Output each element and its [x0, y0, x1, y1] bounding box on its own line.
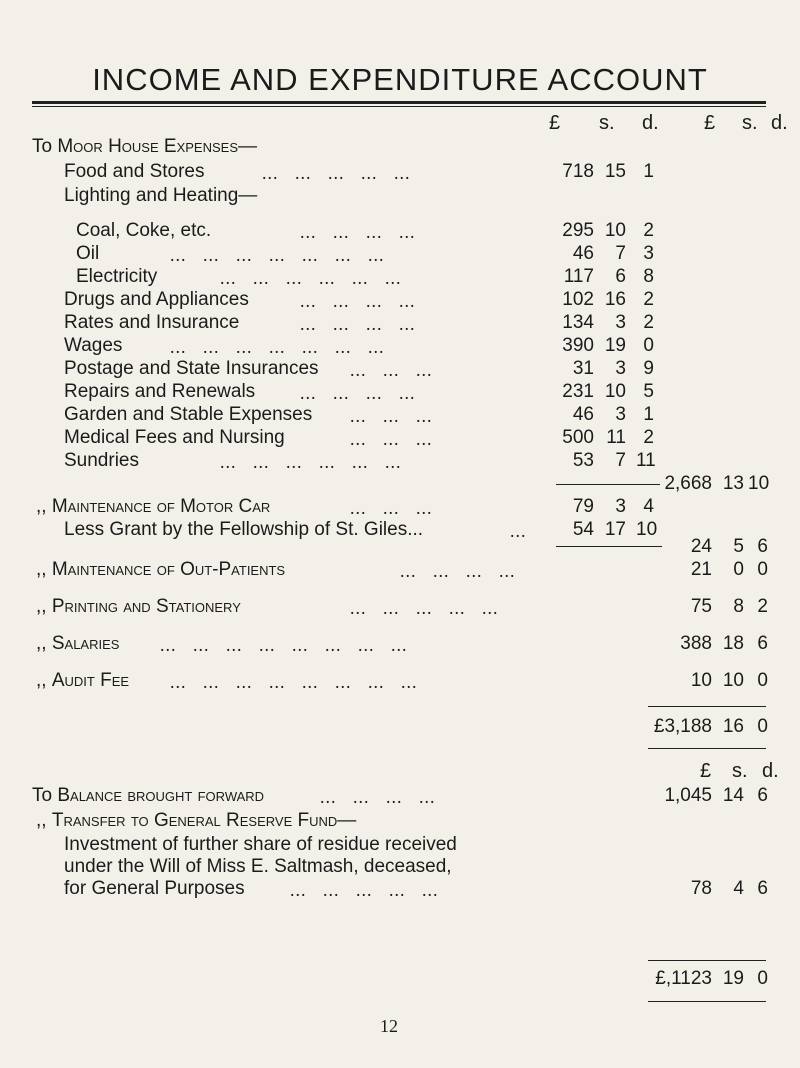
leader-dots: ... ... ... ... ... ... ... ... [170, 672, 418, 692]
less-grant-shillings: 17 [604, 519, 626, 540]
motor-car-pounds: 79 [572, 496, 594, 517]
item-shillings: 15 [604, 161, 626, 182]
leader-dots: ... ... ... ... ... ... [220, 452, 402, 472]
leader-dots: ... ... ... ... ... ... [220, 268, 402, 288]
item-pence: 2 [643, 220, 654, 241]
item-shillings: 10 [604, 381, 626, 402]
header-shillings-inner: s. [599, 112, 615, 134]
motor-car-net-pounds: 24 [690, 536, 712, 557]
header-pounds-outer: £ [704, 112, 716, 134]
item-label: Oil [76, 243, 100, 264]
leader-dots: ... ... ... ... [400, 561, 516, 581]
investment-line-3: for General Purposes [64, 878, 245, 899]
subtotal-rule [556, 484, 660, 485]
item-pounds: 390 [562, 335, 594, 356]
item-pence: 9 [643, 358, 654, 379]
balance-shillings: 14 [722, 785, 744, 806]
subtotal-rule [556, 546, 662, 547]
salaries-label [36, 633, 119, 655]
reserve-total-shillings: 19 [722, 968, 744, 989]
leader-dots: ... ... ... ... ... ... ... ... [160, 635, 408, 655]
item-label: Wages [64, 335, 123, 356]
leader-dots: ... [510, 521, 527, 541]
reserve-total-pounds: £,1123 [655, 968, 712, 989]
row-prefix: To [32, 785, 53, 806]
balance-pounds: 1,045 [664, 785, 712, 806]
item-pounds: 31 [572, 358, 594, 379]
item-shillings: 16 [604, 289, 626, 310]
less-grant-pounds: 54 [572, 519, 594, 540]
leader-dots: ... ... ... ... [300, 314, 416, 334]
item-pounds: 46 [572, 404, 594, 425]
row-text: Transfer to General Reserve Fund— [51, 810, 357, 831]
item-label: Rates and Insurance [64, 312, 240, 333]
motor-car-shillings: 3 [615, 496, 626, 517]
item-label: Medical Fees and Nursing [64, 427, 285, 448]
item-label: Repairs and Renewals [64, 381, 256, 402]
leader-dots: ... ... ... ... [320, 787, 436, 807]
item-pounds: 500 [562, 427, 594, 448]
leader-dots: ... ... ... [350, 429, 433, 449]
audit-fee-shillings: 10 [722, 670, 744, 691]
item-pence: 11 [636, 450, 656, 471]
item-shillings: 7 [615, 243, 626, 264]
item-shillings: 3 [615, 312, 626, 333]
motor-car-label [36, 496, 270, 518]
item-pence: 2 [643, 427, 654, 448]
heading-prefix: To [32, 136, 53, 157]
reserve-total-pence: 0 [757, 968, 768, 989]
item-shillings: 3 [615, 358, 626, 379]
page-title: INCOME AND EXPENDITURE ACCOUNT [92, 62, 708, 97]
row-text: Maintenance of Out-Patients [51, 559, 286, 580]
heading-text: Moor House Expenses— [57, 136, 258, 157]
item-pounds: 231 [562, 381, 594, 402]
leader-dots: ... ... ... ... [300, 291, 416, 311]
audit-fee-label [36, 670, 129, 692]
leader-dots: ... ... ... ... [300, 383, 416, 403]
transfer-label [36, 810, 356, 832]
balance-pence: 6 [757, 785, 768, 806]
reserve-header-pounds: £ [700, 760, 712, 782]
leader-dots: ... ... ... [350, 360, 433, 380]
row-prefix: ,, [36, 633, 47, 654]
row-prefix: ,, [36, 810, 47, 831]
item-shillings: 6 [615, 266, 626, 287]
leader-dots: ... ... ... ... ... ... ... [170, 245, 385, 265]
leader-dots: ... ... ... [350, 498, 433, 518]
grand-total-shillings: 16 [722, 716, 744, 737]
item-label: Coal, Coke, etc. [76, 220, 212, 241]
item-label: Drugs and Appliances [64, 289, 249, 310]
salaries-shillings: 18 [722, 633, 744, 654]
row-text: Audit Fee [51, 670, 130, 691]
item-shillings: 19 [604, 335, 626, 356]
salaries-pounds: 388 [680, 633, 712, 654]
row-text: Printing and Stationery [51, 596, 241, 617]
item-pounds: 46 [572, 243, 594, 264]
item-pence: 1 [643, 404, 654, 425]
item-shillings: 7 [615, 450, 626, 471]
moor-house-heading [32, 136, 257, 158]
row-text: Salaries [51, 633, 120, 654]
less-grant-pence: 10 [636, 519, 658, 540]
investment-pounds: 78 [690, 878, 712, 899]
reserve-total-rule-bottom [648, 1001, 766, 1002]
investment-line-2: under the Will of Miss E. Saltmash, deceased, [64, 856, 452, 877]
total-rule-bottom [648, 748, 766, 749]
item-pence: 2 [643, 289, 654, 310]
motor-car-pence: 4 [643, 496, 654, 517]
item-shillings: 11 [606, 427, 626, 448]
balance-label [32, 785, 264, 807]
item-label: Electricity [76, 266, 158, 287]
item-label: Postage and State Insurances [64, 358, 319, 379]
out-patients-shillings: 0 [733, 559, 744, 580]
moor-house-total-pence: 10 [748, 473, 770, 494]
row-prefix: ,, [36, 559, 47, 580]
title-rule [32, 101, 766, 104]
total-rule-top [648, 706, 766, 707]
salaries-pence: 6 [757, 633, 768, 654]
item-pounds: 295 [562, 220, 594, 241]
less-grant-label: Less Grant by the Fellowship of St. Giles... [64, 519, 424, 540]
item-label: Food and Stores [64, 161, 205, 182]
header-pence-inner: d. [642, 112, 659, 134]
item-label: Lighting and Heating— [64, 185, 258, 206]
printing-pounds: 75 [690, 596, 712, 617]
item-pounds: 134 [562, 312, 594, 333]
leader-dots: ... ... ... ... ... [350, 598, 499, 618]
item-pounds: 718 [562, 161, 594, 182]
motor-car-net-pence: 6 [757, 536, 768, 557]
header-pounds-inner: £ [549, 112, 561, 134]
leader-dots: ... ... ... ... [300, 222, 416, 242]
motor-car-net-shillings: 5 [733, 536, 744, 557]
item-label: Sundries [64, 450, 139, 471]
item-label: Garden and Stable Expenses [64, 404, 313, 425]
item-pence: 5 [643, 381, 654, 402]
page-number: 12 [380, 1016, 398, 1036]
item-pence: 2 [643, 312, 654, 333]
item-pounds: 53 [572, 450, 594, 471]
row-prefix: ,, [36, 496, 47, 517]
reserve-total-rule-top [648, 960, 766, 961]
item-pounds: 117 [563, 266, 594, 287]
grand-total-pence: 0 [757, 716, 768, 737]
out-patients-pence: 0 [757, 559, 768, 580]
item-shillings: 10 [604, 220, 626, 241]
row-text: Balance brought forward [57, 785, 265, 806]
header-pence-outer: d. [771, 112, 788, 134]
item-pence: 8 [643, 266, 654, 287]
audit-fee-pounds: 10 [690, 670, 712, 691]
audit-fee-pence: 0 [757, 670, 768, 691]
item-pence: 1 [643, 161, 654, 182]
leader-dots: ... ... ... ... ... ... ... [170, 337, 385, 357]
item-pounds: 102 [562, 289, 594, 310]
out-patients-label [36, 559, 285, 581]
investment-pence: 6 [757, 878, 768, 899]
printing-shillings: 8 [733, 596, 744, 617]
row-text: Maintenance of Motor Car [51, 496, 271, 517]
moor-house-total-pounds: 2,668 [664, 473, 712, 494]
title-rule-thin [32, 106, 766, 107]
investment-shillings: 4 [733, 878, 744, 899]
printing-pence: 2 [757, 596, 768, 617]
header-shillings-outer: s. [742, 112, 758, 134]
row-prefix: ,, [36, 670, 47, 691]
leader-dots: ... ... ... ... ... [290, 880, 439, 900]
investment-line-1: Investment of further share of residue received [64, 834, 457, 855]
item-pence: 3 [643, 243, 654, 264]
row-prefix: ,, [36, 596, 47, 617]
out-patients-pounds: 21 [690, 559, 712, 580]
moor-house-total-shillings: 13 [722, 473, 744, 494]
leader-dots: ... ... ... ... ... [262, 163, 411, 183]
reserve-header-pence: d. [762, 760, 779, 782]
reserve-header-shillings: s. [732, 760, 748, 782]
item-pence: 0 [643, 335, 654, 356]
printing-label [36, 596, 241, 618]
grand-total-pounds: £3,188 [653, 716, 712, 737]
item-shillings: 3 [615, 404, 626, 425]
leader-dots: ... ... ... [350, 406, 433, 426]
